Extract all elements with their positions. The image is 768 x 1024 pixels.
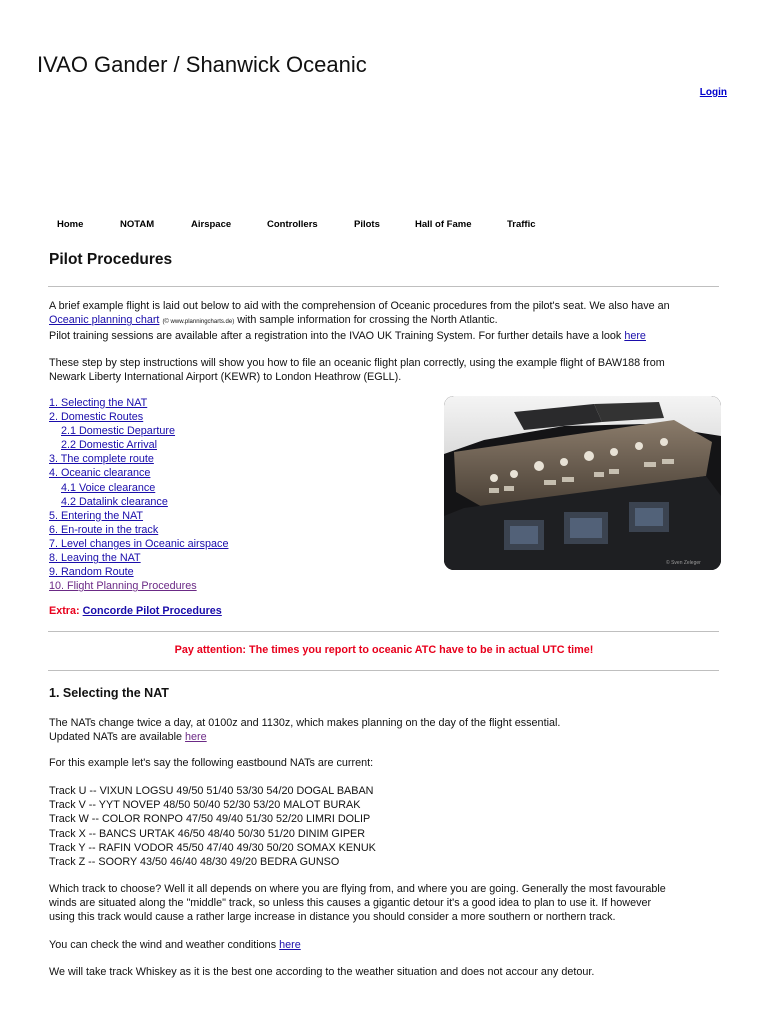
toc-link-en-route-in-track[interactable]: 6. En-route in the track: [49, 523, 159, 536]
toc-link-domestic-departure[interactable]: 2.1 Domestic Departure: [61, 425, 176, 438]
site-title: IVAO Gander / Shanwick Oceanic: [37, 52, 367, 77]
nav-item-home[interactable]: Home: [57, 219, 84, 230]
toc-link-datalink-clearance[interactable]: 4.2 Datalink clearance: [61, 495, 168, 508]
track-choice-line-2: winds are situated along the "middle" track, so unless this causes a gigantic detour it's a good idea to plan to use it. If however: [49, 897, 652, 910]
intro-paragraph: [49, 299, 670, 344]
nav-item-traffic[interactable]: Traffic: [507, 219, 536, 230]
track-x: Track X -- BANCS URTAK 46/50 48/40 50/30 51/20 DINIM GIPER: [49, 827, 366, 840]
toc-link-flight-planning-procedures[interactable]: 10. Flight Planning Procedures: [49, 580, 197, 593]
toc-link-domestic-routes[interactable]: 2. Domestic Routes: [49, 411, 144, 424]
cockpit-photo: [444, 396, 721, 570]
nav-item-hall-of-fame[interactable]: Hall of Fame: [415, 219, 472, 230]
toc-link-voice-clearance[interactable]: 4.1 Voice clearance: [61, 481, 156, 494]
oceanic-planning-chart-link[interactable]: Oceanic planning chart: [49, 314, 160, 327]
toc-link-random-route[interactable]: 9. Random Route: [49, 566, 134, 579]
toc-link-selecting-the-nat[interactable]: 1. Selecting the NAT: [49, 397, 148, 409]
intro-line-1: A brief example flight is laid out below to aid with the comprehension of Oceanic procedures from the pilot's seat. We also have an: [49, 300, 670, 312]
updated-nats-here-link[interactable]: here: [185, 731, 207, 744]
toc-link-domestic-arrival[interactable]: 2.2 Domestic Arrival: [61, 439, 158, 452]
track-whiskey-paragraph: We will take track Whiskey as it is the best one according to the weather situation and does not accour any detour.: [49, 966, 595, 978]
nat-change-line-2: Updated NATs are available: [49, 731, 183, 744]
extra-line: [49, 605, 222, 617]
divider: [48, 286, 719, 287]
nat-track-list: [49, 784, 376, 869]
nav-item-airspace[interactable]: Airspace: [191, 219, 232, 230]
concorde-procedures-link[interactable]: Concorde Pilot Procedures: [82, 605, 222, 617]
intro-line-2: with sample information for crossing the North Atlantic.: [237, 314, 498, 327]
login-link[interactable]: Login: [699, 87, 727, 98]
track-z: Track Z -- SOORY 43/50 46/40 48/30 49/20 BEDRA GUNSO: [49, 856, 340, 869]
track-choice-line-3: using this track would cause a rather large increase in distance you should consider a more southern or northern track.: [49, 911, 616, 924]
intro-line-3: Pilot training sessions are available after a registration into the IVAO UK Training System. For further details have a look: [49, 330, 622, 343]
image-credit: © Sven Zeleger: [666, 560, 701, 566]
nat-change-paragraph: [49, 716, 560, 744]
track-choice-line-1: Which track to choose? Well it all depends on where you are flying from, and where you are going. Generally the most favourable: [49, 883, 666, 895]
toc-link-complete-route[interactable]: 3. The complete route: [49, 453, 154, 466]
toc-link-leaving-the-nat[interactable]: 8. Leaving the NAT: [49, 552, 141, 565]
nav-item-controllers[interactable]: Controllers: [267, 219, 318, 230]
toc-link-oceanic-clearance[interactable]: 4. Oceanic clearance: [49, 467, 151, 480]
utc-notice: Pay attention: The times you report to oceanic ATC have to be in actual UTC time!: [174, 644, 594, 656]
nav-item-notam[interactable]: NOTAM: [120, 219, 155, 230]
chart-credit: (© www.planningcharts.de): [162, 319, 235, 326]
instructions-line-2: Newark Liberty International Airport (KEWR) to London Heathrow (EGLL).: [49, 371, 402, 384]
divider: [48, 631, 719, 632]
wind-weather-here-link[interactable]: here: [279, 939, 301, 951]
instructions-paragraph: [49, 356, 665, 384]
toc-link-entering-the-nat[interactable]: 5. Entering the NAT: [49, 509, 144, 522]
extra-label: Extra:: [49, 605, 80, 617]
table-of-contents: [49, 396, 228, 593]
toc-link-level-changes[interactable]: 7. Level changes in Oceanic airspace: [49, 537, 229, 550]
nav-item-pilots[interactable]: Pilots: [354, 219, 380, 230]
track-w: Track W -- COLOR RONPO 47/50 49/40 51/30 52/20 LIMRI DOLIP: [49, 813, 371, 826]
example-nats-intro: For this example let's say the following eastbound NATs are current:: [49, 757, 374, 769]
nat-change-line-1: The NATs change twice a day, at 0100z and 1130z, which makes planning on the day of the flight essential.: [49, 717, 561, 729]
track-choice-paragraph: [49, 882, 666, 925]
wind-weather-paragraph: [49, 938, 301, 952]
instructions-line-1: These step by step instructions will show you how to file an oceanic flight plan correctly, using the example flight of BAW188 from: [49, 357, 665, 369]
page-title: Pilot Procedures: [49, 251, 173, 268]
divider: [48, 670, 719, 671]
track-v: Track V -- YYT NOVEP 48/50 50/40 52/30 53/20 MALOT BURAK: [49, 799, 361, 812]
track-u: Track U -- VIXUN LOGSU 49/50 51/40 53/30 54/20 DOGAL BABAN: [49, 785, 374, 797]
training-here-link[interactable]: here: [624, 330, 646, 343]
track-y: Track Y -- RAFIN VODOR 45/50 47/40 49/30 50/20 SOMAX KENUK: [49, 841, 376, 854]
wind-weather-text: You can check the wind and weather conditions: [49, 939, 277, 951]
section-title-selecting-nat: 1. Selecting the NAT: [49, 686, 169, 700]
